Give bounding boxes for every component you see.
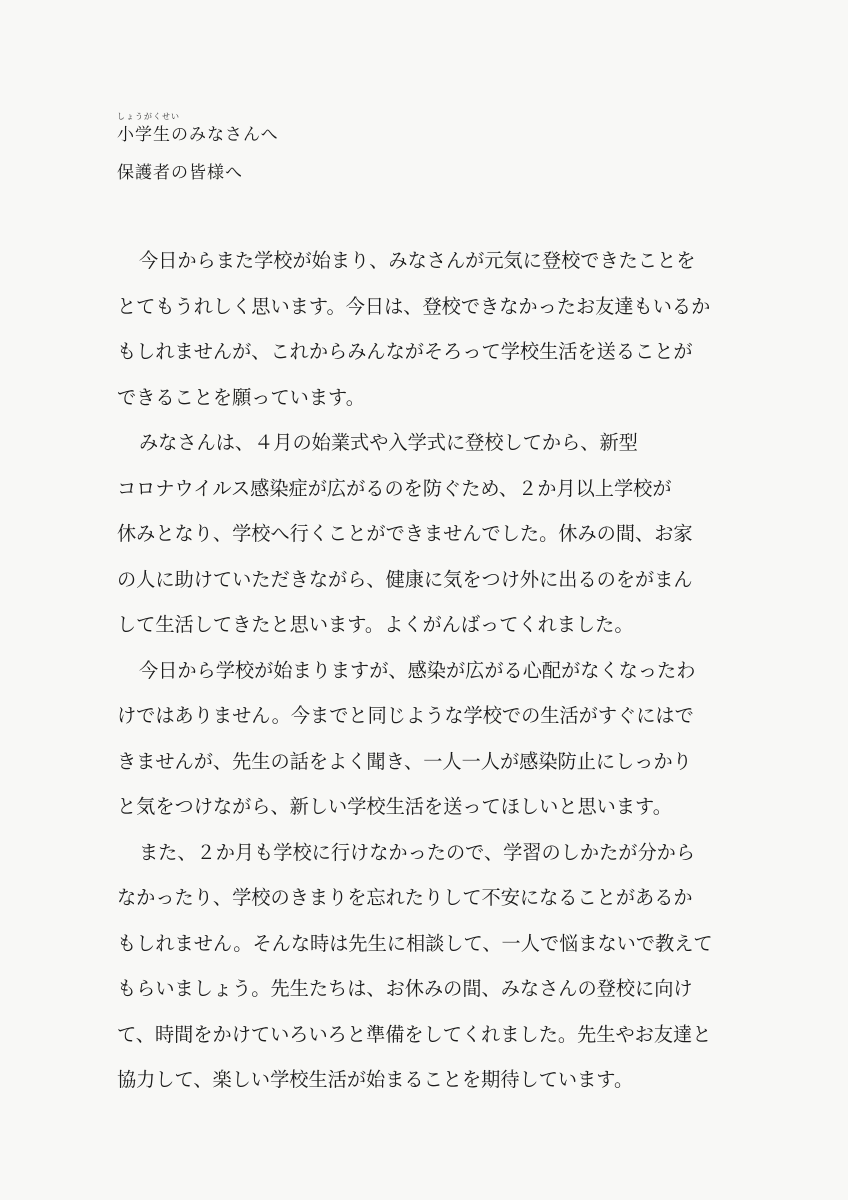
paragraph-1 [117, 238, 737, 420]
paragraph-4 [117, 830, 737, 1103]
paragraph-line: 今日からまた学校が始まり、みなさんが元気に登校できたことを [139, 249, 696, 272]
paragraph-line: もしれませんが、これからみんながそろって学校生活を送ることが [117, 340, 693, 363]
paragraph-line: できることを願っています。 [117, 385, 365, 409]
paragraph-line: して生活してきたと思います。よくがんばってくれました。 [117, 613, 634, 636]
paragraph-line: なかったり、学校のきまりを忘れたりして不安になることがあるか [117, 886, 693, 909]
paragraph-line: みなさんは、４月の始業式や入学式に登校してから、新型 [139, 431, 638, 454]
paragraph-line: 協力して、楽しい学校生活が始まることを期待しています。 [117, 1068, 634, 1091]
furigana-title: しょうがくせい [117, 112, 180, 121]
letter-body [117, 238, 737, 1103]
paragraph-line: て、時間をかけていろいろと準備をしてくれました。先生やお友達と [117, 1022, 712, 1046]
paragraph-line: また、２か月も学校に行けなかったので、学習のしかたが分から [139, 840, 696, 864]
paragraph-line: と気をつけながら、新しい学校生活を送ってほしいと思います。 [117, 795, 672, 818]
paragraph-line: けではありません。今までと同じような学校での生活がすぐにはで [117, 704, 694, 727]
paragraph-3 [117, 648, 737, 830]
paragraph-line: きませんが、先生の話をよく聞き、一人一人が感染防止にしっかり [117, 749, 692, 773]
paragraph-line: の人に助けていただきながら、健康に気をつけ外に出るのをがまん [117, 567, 693, 591]
paragraph-line: コロナウイルス感染症が広がるのを防ぐため、２か月以上学校が [117, 476, 672, 500]
paragraph-line: 休みとなり、学校へ行くことができませんでした。休みの間、お家 [117, 522, 693, 545]
paragraph-line: とてもうれしく思います。今日は、登校できなかったお友達もいるか [117, 294, 711, 318]
paragraph-line: もらいましょう。先生たちは、お休みの間、みなさんの登校に向け [117, 977, 693, 1000]
paragraph-2 [117, 420, 737, 648]
paragraph-line: もしれません。そんな時は先生に相談して、一人で悩まないで教えて [117, 931, 713, 955]
paragraph-line: 今日から学校が始まりますが、感染が広がる心配がなくなったわ [139, 658, 696, 682]
greeting-guardians: 保護者の皆様へ [117, 163, 243, 183]
greeting-students: 小学生のみなさんへ [117, 125, 279, 145]
